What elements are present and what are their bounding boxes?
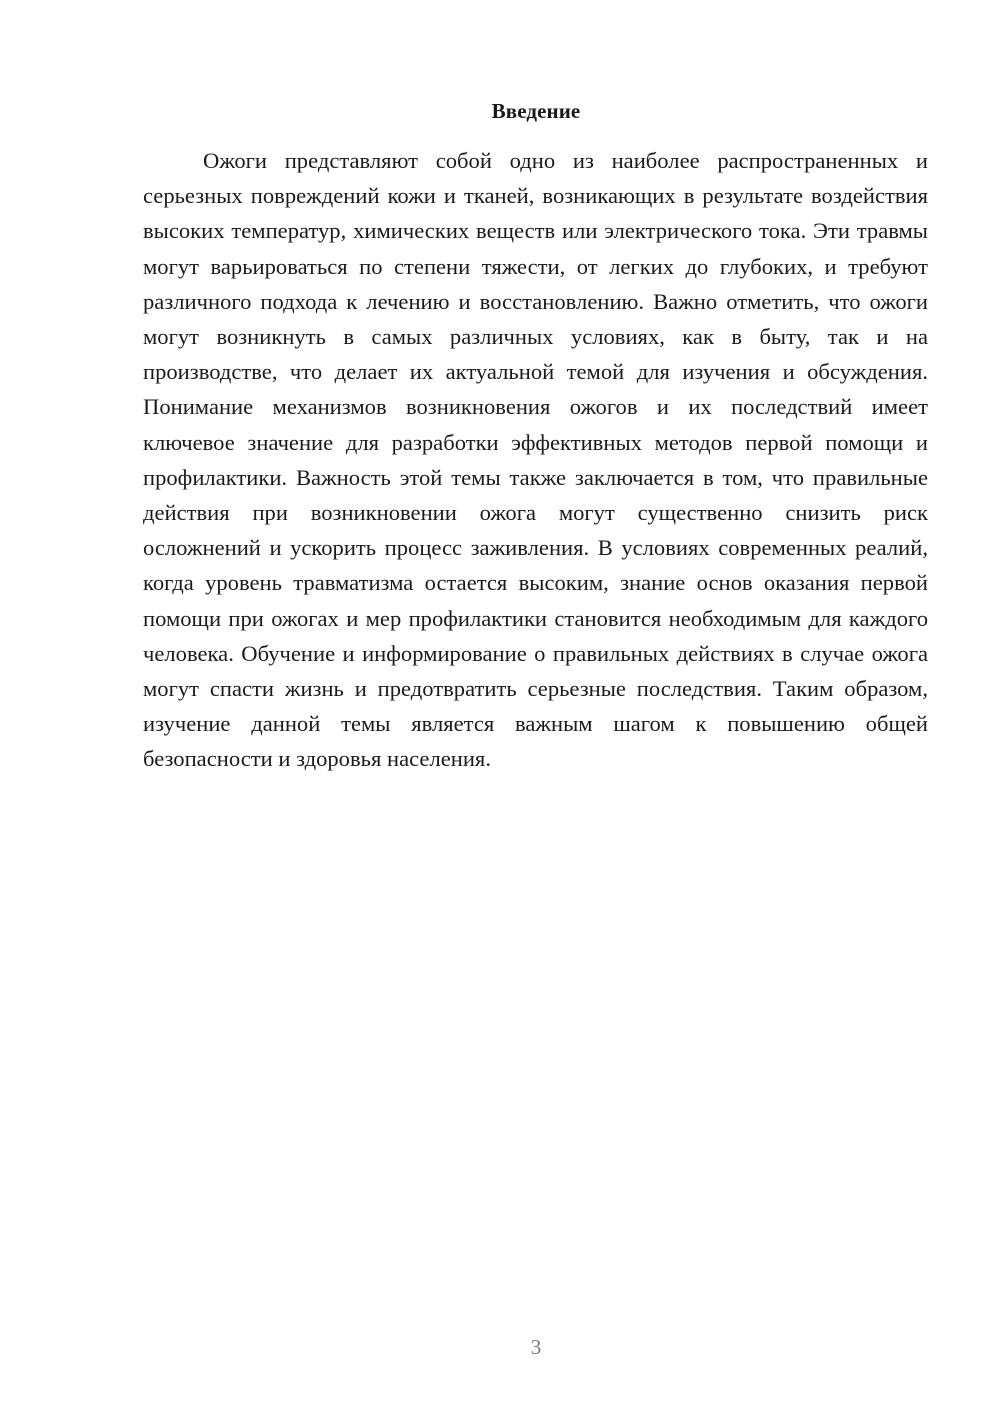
body-paragraph: Ожоги представляют собой одно из наиболее распространенных и серьезных повреждений кожи и тканей, возникающих в результате воздействия высоких температур, химических веществ или электрического тока. Эти травмы могут варьироваться по степени тяжести, от легких до глубоких, и требуют различного подхода к лечению и восстановлению. Важно отметить, что ожоги могут возникнуть в самых различных условиях, как в быту, так и на производстве, что делает их актуальной темой для изучения и обсуждения. Понимание механизмов возникновения ожогов и их последствий имеет ключевое значение для разработки эффективных методов первой помощи и профилактики. Важность этой темы также заключается в том, что правильные действия при возникновении ожога могут существенно снизить риск осложнений и ускорить процесс заживления. В условиях современных реалий, когда уровень травматизма остается высоким, знание основ оказания первой помощи при ожогах и мер профилактики становится необходимым для каждого человека. Обучение и информирование о правильных действиях в случае ожога могут спасти жизнь и предотвратить серьезные последствия. Таким образом, изучение данной темы является важным шагом к повышению общей безопасности и здоровья населения. xyxy=(143,148,928,772)
section-heading: Введение xyxy=(491,99,581,123)
page-number: 3 xyxy=(530,1335,542,1359)
